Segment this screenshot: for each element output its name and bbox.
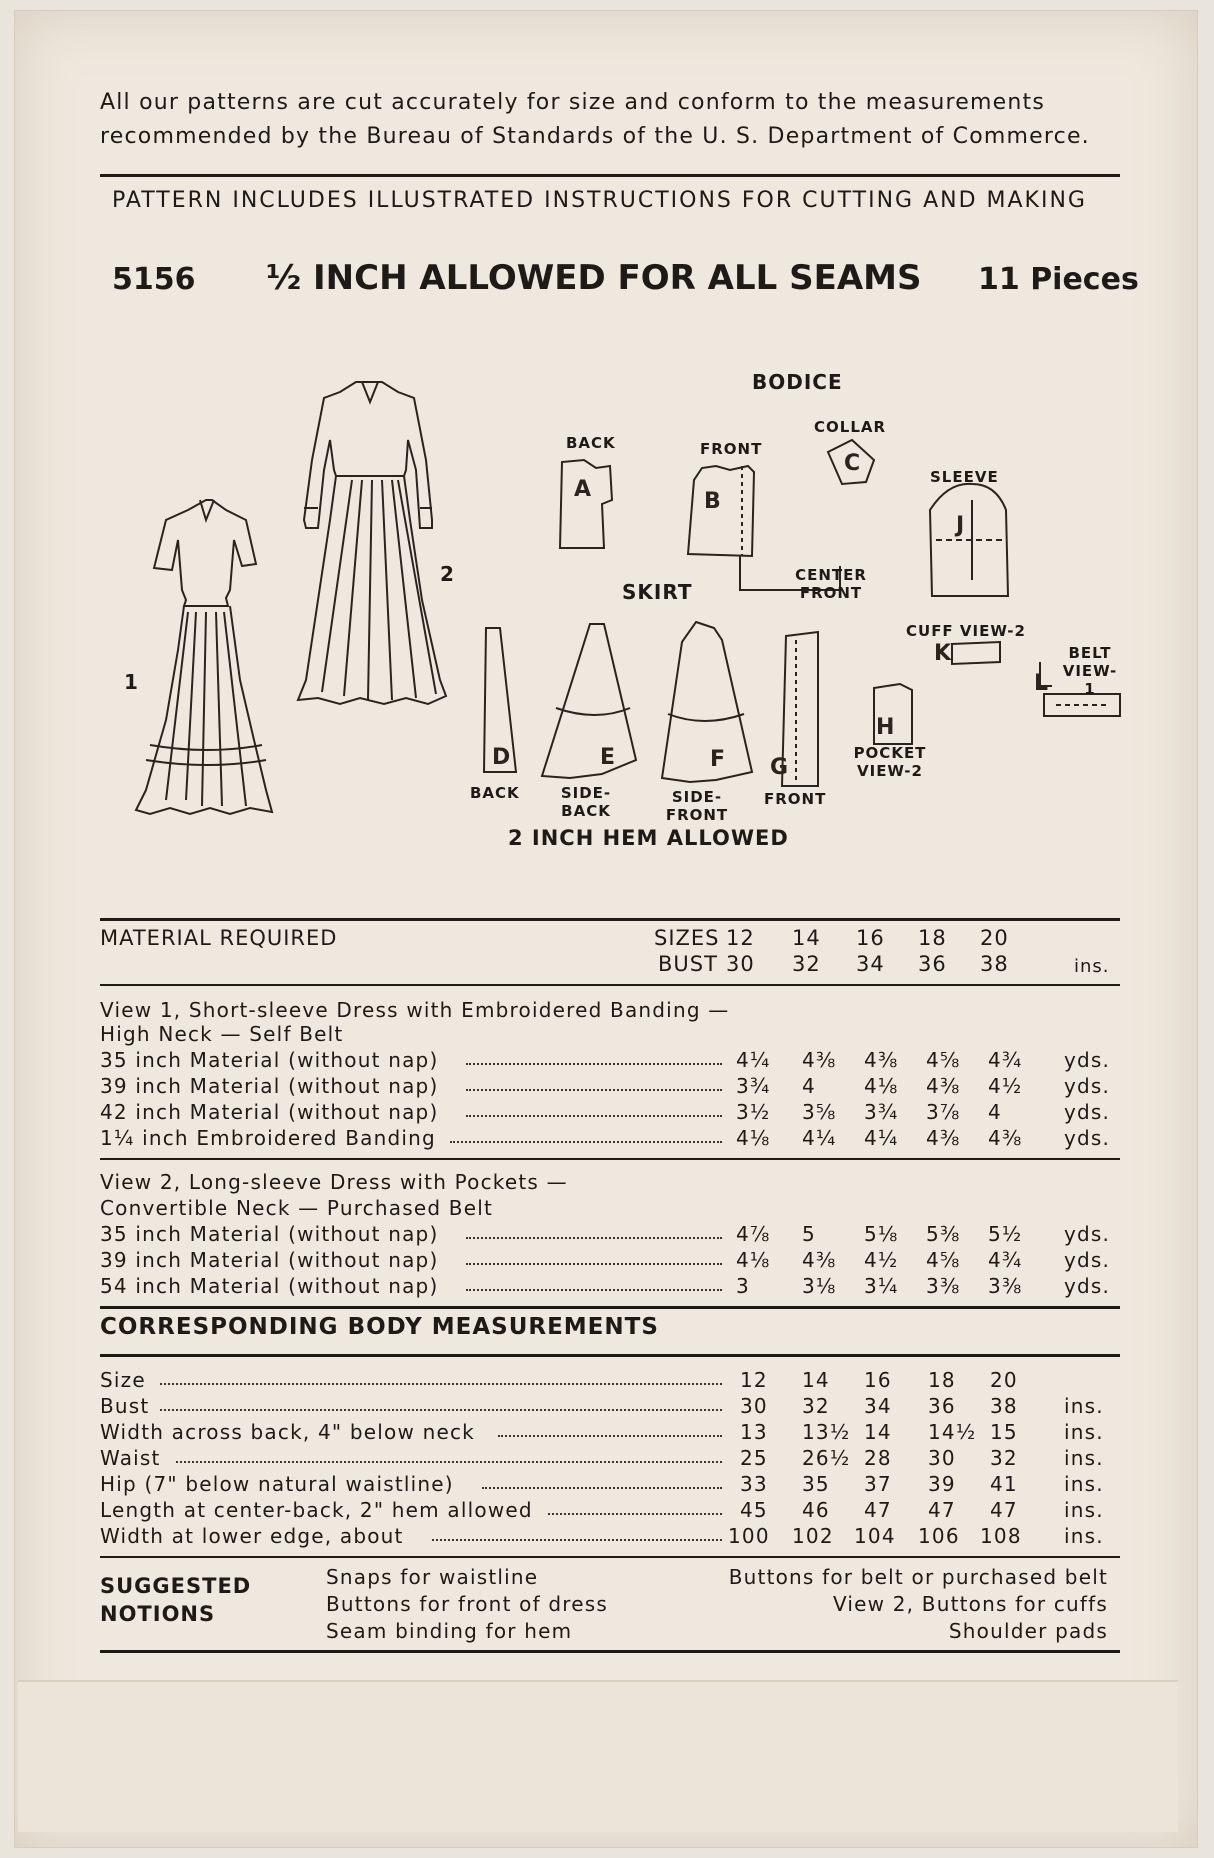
table-row: 42 inch Material (without nap) 3½ 3⅝ 3¾ 3⅞ 4 yds.	[100, 1100, 1111, 1124]
intro-line-2: recommended by the Bureau of Standards of the U. S. Department of Commerce.	[100, 124, 1090, 149]
table-row: 35 inch Material (without nap) 4¼ 4⅜ 4⅜ 4⅝ 4¾ yds.	[100, 1048, 1111, 1072]
piece-a-bodice-back	[560, 460, 612, 548]
piece-letter: J	[956, 513, 965, 538]
view-2-subtitle: Convertible Neck — Purchased Belt	[100, 1196, 494, 1220]
divider	[100, 1306, 1120, 1309]
center-front-label: CENTER FRONT	[795, 566, 867, 602]
piece-letter: E	[600, 745, 616, 770]
list-item: Buttons for front of dress	[326, 1592, 609, 1616]
divider	[100, 918, 1120, 921]
piece-b-bodice-front	[688, 466, 754, 556]
divider	[100, 1650, 1120, 1653]
piece-letter: K	[934, 641, 952, 666]
piece-k-cuff	[952, 642, 1000, 664]
bust-header: 38	[980, 952, 1009, 976]
bust-label: BUST	[658, 952, 718, 976]
bust-header: 36	[918, 952, 947, 976]
table-row: Bust 30 32 34 36 38 ins.	[100, 1394, 1104, 1418]
suggested-notions-title: SUGGESTED NOTIONS	[100, 1574, 252, 1626]
piece-letter: G	[770, 755, 789, 780]
seam-allowance: ½ INCH ALLOWED FOR ALL SEAMS	[266, 258, 922, 298]
piece-letter: B	[704, 489, 721, 514]
skirt-label: SKIRT	[622, 580, 693, 604]
body-measurements-title: CORRESPONDING BODY MEASUREMENTS	[100, 1314, 659, 1340]
side-front-label: SIDE-FRONT	[665, 788, 729, 824]
table-row: 39 inch Material (without nap) 3¾ 4 4⅛ 4⅜ 4½ yds.	[100, 1074, 1111, 1098]
size-header: 16	[856, 926, 885, 950]
divider	[100, 1158, 1120, 1160]
divider	[100, 984, 1120, 986]
table-row: 54 inch Material (without nap) 3 3⅛ 3¼ 3⅜ 3⅜ yds.	[100, 1274, 1111, 1298]
collar-label: COLLAR	[814, 418, 887, 436]
table-row: 39 inch Material (without nap) 4⅛ 4⅜ 4½ 4⅝ 4¾ yds.	[100, 1248, 1111, 1272]
view-1-dress-illustration	[136, 500, 272, 814]
piece-letter: F	[710, 747, 726, 772]
bust-header: 32	[792, 952, 821, 976]
table-row: 1¼ inch Embroidered Banding 4⅛ 4¼ 4¼ 4⅜ 4⅜ yds.	[100, 1126, 1111, 1150]
size-header: 18	[918, 926, 947, 950]
table-row: Hip (7" below natural waistline) 33 35 37 39 41 ins.	[100, 1472, 1104, 1496]
material-title: MATERIAL REQUIRED	[100, 926, 338, 950]
bust-header: 34	[856, 952, 885, 976]
notions-left	[326, 1564, 608, 1645]
sleeve-label: SLEEVE	[930, 468, 999, 486]
side-back-label: SIDE-BACK	[560, 784, 612, 820]
pattern-number: 5156	[112, 262, 196, 297]
list-item: Snaps for waistline	[326, 1565, 539, 1589]
includes-text: PATTERN INCLUDES ILLUSTRATED INSTRUCTIONS FOR CUTTING AND MAKING	[112, 188, 1087, 213]
size-header: 12	[726, 926, 755, 950]
piece-letter: L	[1034, 671, 1049, 696]
size-header: 20	[980, 926, 1009, 950]
skirt-back-label: BACK	[470, 784, 520, 802]
view-2-title: View 2, Long-sleeve Dress with Pockets —	[100, 1170, 568, 1194]
view-1-title: View 1, Short-sleeve Dress with Embroidered Banding —	[100, 998, 730, 1022]
bust-header: 30	[726, 952, 755, 976]
front-label: FRONT	[700, 440, 763, 458]
cuff-label: CUFF VIEW-2	[906, 622, 1026, 640]
envelope-flap	[18, 1680, 1178, 1832]
view-1-number: 1	[124, 670, 139, 694]
divider	[100, 1556, 1120, 1558]
table-row: Width at lower edge, about 100 102 104 106 108 ins.	[100, 1524, 1104, 1548]
piece-count: 11 Pieces	[978, 262, 1139, 297]
sizes-label: SIZES	[654, 926, 720, 950]
table-row: Length at center-back, 2" hem allowed 45 46 47 47 47 ins.	[100, 1498, 1104, 1522]
notions-right	[729, 1564, 1108, 1645]
intro-line-1: All our patterns are cut accurately for size and conform to the measurements	[100, 90, 1046, 115]
table-row: 35 inch Material (without nap) 4⅞ 5 5⅛ 5⅜ 5½ yds.	[100, 1222, 1111, 1246]
size-header: 14	[792, 926, 821, 950]
piece-e-side-back	[542, 624, 636, 778]
piece-letter: H	[876, 715, 895, 740]
divider	[100, 1354, 1120, 1357]
bodice-label: BODICE	[752, 370, 843, 394]
pocket-label: POCKET VIEW-2	[853, 744, 927, 780]
table-row: Waist 25 26½ 28 30 32 ins.	[100, 1446, 1104, 1470]
hem-allowance: 2 INCH HEM ALLOWED	[508, 826, 789, 850]
view-1-subtitle: High Neck — Self Belt	[100, 1022, 344, 1046]
piece-f-side-front	[662, 622, 752, 782]
view-2-number: 2	[440, 562, 455, 586]
list-item: Seam binding for hem	[326, 1619, 573, 1643]
belt-label: BELT VIEW-1	[1062, 644, 1118, 698]
skirt-front-label: FRONT	[764, 790, 827, 808]
view-2-dress-illustration	[298, 382, 446, 704]
piece-letter: D	[492, 745, 511, 770]
list-item: Buttons for belt or purchased belt	[728, 1565, 1108, 1589]
back-label: BACK	[566, 434, 616, 452]
table-row: Size 12 14 16 18 20	[100, 1368, 1018, 1392]
list-item: View 2, Buttons for cuffs	[832, 1592, 1108, 1616]
unit-label: ins.	[1074, 956, 1110, 977]
list-item: Shoulder pads	[948, 1619, 1108, 1643]
piece-letter: C	[844, 451, 861, 476]
table-row: Width across back, 4" below neck 13 13½ 14 14½ 15 ins.	[100, 1420, 1104, 1444]
piece-letter: A	[574, 477, 592, 502]
